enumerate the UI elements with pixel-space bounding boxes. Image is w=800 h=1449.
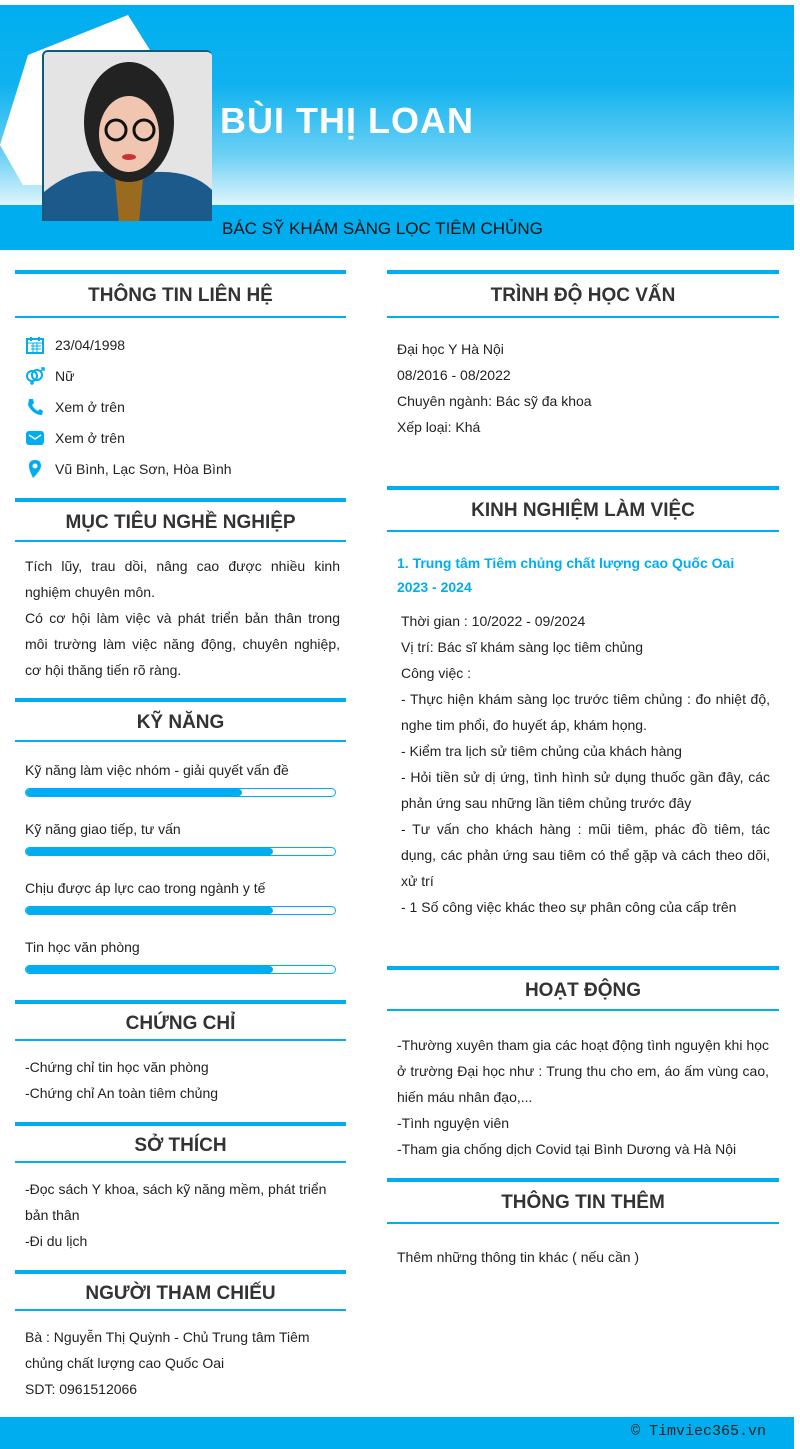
job-title: BÁC SỸ KHÁM SÀNG LỌC TIÊM CHỦNG (222, 219, 543, 238)
contact-value: Vũ Bình, Lạc Sơn, Hòa Bình (55, 461, 232, 477)
education-text (397, 336, 592, 440)
text-line: -Chứng chỉ tin học văn phòng (25, 1059, 209, 1075)
text-line: 08/2016 - 08/2022 (397, 367, 511, 383)
location-icon (25, 459, 45, 479)
text-line: -Chứng chỉ An toàn tiêm chủng (25, 1085, 219, 1101)
section-title: NGƯỜI THAM CHIẾU (85, 1283, 276, 1304)
text-line: -Đi du lịch (25, 1233, 88, 1249)
avatar (42, 50, 212, 221)
text-line: Tích lũy, trau dồi, nâng cao được nhiều kinh nghiệm chuyên môn. (25, 558, 340, 600)
section-title: KINH NGHIỆM LÀM VIỆC (471, 500, 695, 521)
section-title: THÔNG TIN THÊM (501, 1192, 665, 1213)
contact-email (25, 428, 125, 448)
contact-birthday (25, 335, 125, 355)
skill-bar (25, 965, 336, 974)
text-line: SDT: 0961512066 (25, 1381, 138, 1397)
text-line: -Thường xuyên tham gia các hoạt động tình nguyện khi học ở trường Đại học như : Trung thu cho em, áo ấm vùng cao, hiến máu nhân đạo,... (397, 1037, 769, 1105)
phone-icon (25, 397, 45, 417)
section-education (387, 270, 779, 318)
text-line: Vị trí: Bác sĩ khám sàng lọc tiêm chủng (401, 639, 643, 655)
section-experience (387, 486, 779, 532)
company-period: 2023 - 2024 (397, 579, 472, 595)
hobbies-text (25, 1176, 340, 1254)
extra-text (397, 1244, 639, 1270)
skill-bar (25, 788, 336, 797)
skill-label: Tin học văn phòng (25, 939, 140, 955)
text-line: Bà : Nguyễn Thị Quỳnh - Chủ Trung tâm Tiêm chủng chất lượng cao Quốc Oai (25, 1329, 310, 1371)
text-line: Thời gian : 10/2022 - 09/2024 (401, 613, 586, 629)
gender-icon (25, 366, 45, 386)
email-icon (25, 428, 45, 448)
skill-label: Chịu được áp lực cao trong ngành y tế (25, 880, 266, 896)
text-line: -Tham gia chống dịch Covid tại Bình Dương và Hà Nội (397, 1141, 737, 1157)
contact-phone (25, 397, 125, 417)
section-title: KỸ NĂNG (136, 712, 225, 733)
section-title: CHỨNG CHỈ (125, 1013, 236, 1034)
experience-company (397, 551, 734, 599)
contact-value: Nữ (55, 368, 75, 384)
text-line: - Tư vấn cho khách hàng : mũi tiêm, phác đồ tiêm, tác dụng, các phản ứng sau tiêm có thể gặp và cách theo dõi, xử trí (401, 821, 770, 889)
text-line: Công việc : (401, 665, 472, 681)
contact-gender (25, 366, 74, 386)
contact-value: Xem ở trên (55, 399, 125, 415)
section-certificates (15, 1000, 346, 1041)
calendar-icon (25, 335, 45, 355)
text-line: Đại học Y Hà Nội (397, 341, 504, 357)
text-line: Xếp loại: Khá (397, 419, 481, 435)
text-line: -Tình nguyện viên (397, 1115, 510, 1131)
section-extra (387, 1178, 779, 1224)
skill-fill (26, 907, 273, 914)
skill-label: Kỹ năng làm việc nhóm - giải quyết vấn đề (25, 762, 289, 778)
text-line: - 1 Số công việc khác theo sự phân công của cấp trên (401, 899, 737, 915)
text-line: -Đọc sách Y khoa, sách kỹ năng mềm, phát triển bản thân (25, 1181, 327, 1223)
section-title: TRÌNH ĐỘ HỌC VẤN (490, 285, 676, 306)
contact-value: 23/04/1998 (55, 337, 126, 353)
certificates-text (25, 1054, 218, 1106)
text-line: - Kiểm tra lịch sử tiêm chủng của khách hàng (401, 743, 682, 759)
experience-details (401, 608, 770, 920)
skill-fill (26, 848, 273, 855)
footer (0, 1417, 794, 1449)
section-activities (387, 966, 779, 1011)
section-hobbies (15, 1122, 346, 1163)
skill-bar (25, 847, 336, 856)
company-name: 1. Trung tâm Tiêm chủng chất lượng cao Quốc Oai (397, 555, 735, 571)
skill-fill (26, 966, 273, 973)
section-objective (15, 498, 346, 542)
section-title: THÔNG TIN LIÊN HỆ (88, 285, 273, 306)
section-title: HOẠT ĐỘNG (524, 980, 642, 1001)
skill-label: Kỹ năng giao tiếp, tư vấn (25, 821, 181, 837)
activities-text (397, 1032, 769, 1162)
text-line: Thêm những thông tin khác ( nếu cần ) (397, 1249, 640, 1265)
candidate-name: BÙI THỊ LOAN (220, 100, 474, 141)
text-line: Có cơ hội làm việc và phát triển bản thân trong môi trường làm việc năng động, chuyên nghiệp, cơ hội thăng tiến rõ ràng. (25, 610, 340, 678)
section-contact (15, 270, 346, 318)
text-line: - Thực hiện khám sàng lọc trước tiêm chủng : đo nhiệt độ, nghe tim phổi, đo huyết áp, khám họng. (401, 691, 770, 733)
references-text (25, 1324, 325, 1402)
contact-value: Xem ở trên (55, 430, 125, 446)
text-line: Chuyên ngành: Bác sỹ đa khoa (397, 393, 592, 409)
section-skills (15, 698, 346, 742)
section-title: MỤC TIÊU NGHỀ NGHIỆP (65, 512, 296, 533)
skill-bar (25, 906, 336, 915)
skill-fill (26, 789, 242, 796)
contact-address (25, 459, 232, 479)
objective-text (25, 553, 340, 683)
text-line: - Hỏi tiền sử dị ứng, tình hình sử dụng thuốc gần đây, các phản ứng sau những lần tiêm chủng trước đây (401, 769, 770, 811)
section-references (15, 1270, 346, 1311)
copyright: © Timviec365.vn (630, 1423, 766, 1440)
section-title: SỞ THÍCH (134, 1135, 227, 1156)
